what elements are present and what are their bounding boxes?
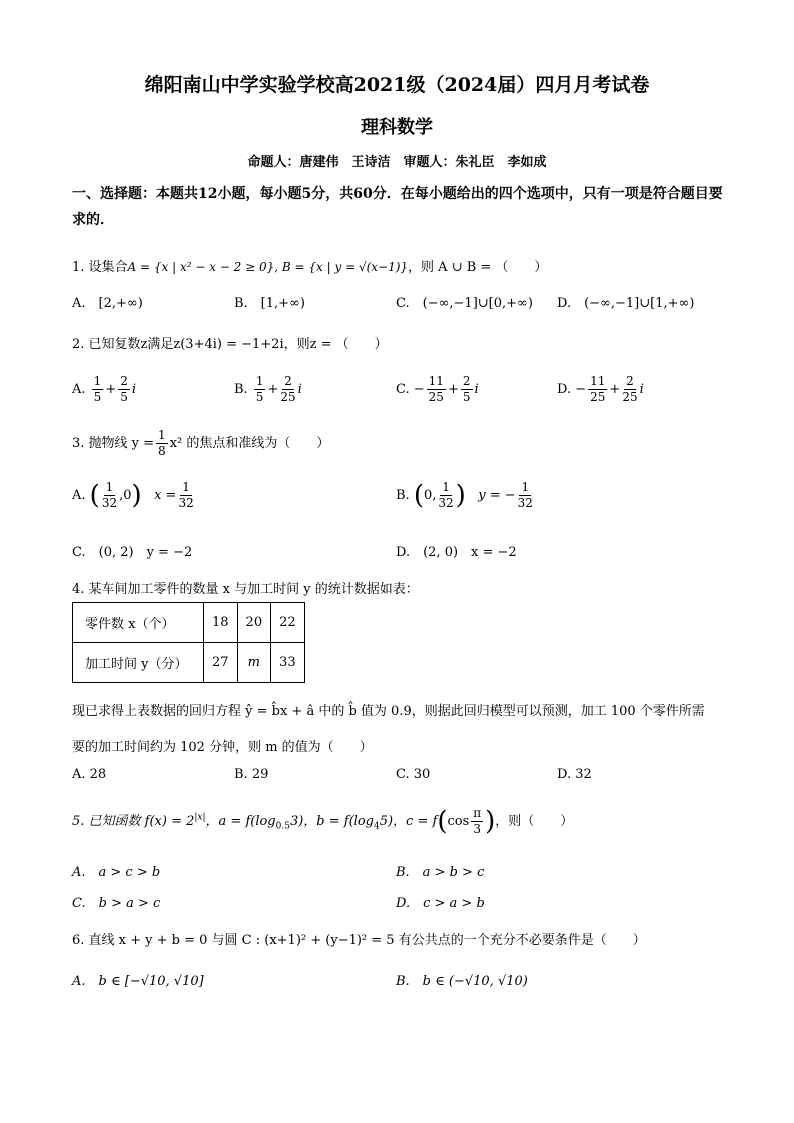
q4-paragraph-line1: 现已求得上表数据的回归方程 ŷ = b̂x + â 中的 b̂ 值为 0.9，则据此回归模型可以预测，加工 100 个零件所需 <box>72 704 705 719</box>
q1-option-d: D. (−∞,−1]∪[1,+∞) <box>557 296 695 311</box>
table-cell: 27 <box>204 643 238 683</box>
q1-prefix: 1. 设集合 <box>72 260 128 275</box>
fraction: $\frac{11}{25}$ <box>590 374 606 404</box>
q4-option-c: C. 30 <box>396 767 431 782</box>
q2-option-d: D. − $\frac{11}{25}$ + $\frac{2}{25}$ i <box>557 374 644 404</box>
table-row <box>73 603 305 643</box>
q3-option-d: D. (2, 0) x = −2 <box>396 545 517 560</box>
question-2-stem: 2. 已知复数z满足z(3+4i) = −1+2i，则z = （ ） <box>72 337 388 352</box>
q5-option-c: C. b > a > c <box>72 896 161 911</box>
table-cell: 18 <box>204 603 238 643</box>
question-4-stem: 4. 某车间加工零件的数量 x 与加工时间 y 的统计数据如表： <box>72 582 419 597</box>
q5-option-b: B. a > b > c <box>396 865 485 880</box>
question-5-stem: 5. 已知函数 $f(x) = 2^{|x|}$，$a = f(\log_{0.5}3)$，$b = f(\log_45)$，c = f(cos $\frac{\pi}{3}$ )，则（ ） <box>72 806 574 837</box>
exam-authors: 命题人：唐建伟 王诗洁 审题人：朱礼臣 李如成 <box>247 155 547 170</box>
q4-paragraph-line2: 要的加工时间约为 102 分钟，则 m 的值为（ ） <box>72 740 373 755</box>
exam-subject: 理科数学 <box>361 117 433 138</box>
question-3-stem: 3. 抛物线 y = $\frac{1}{8}$ x² 的焦点和准线为（ ） <box>72 428 330 458</box>
fraction: $\frac{\pi}{3}$ <box>473 806 482 836</box>
fraction: $\frac{1}{32}$ <box>517 480 533 510</box>
fraction: $\frac{1}{32}$ <box>178 480 194 510</box>
q2-option-a: A. $\frac{1}{5}$ + $\frac{2}{5}$ i <box>72 374 137 404</box>
fraction: $\frac{2}{5}$ <box>462 374 471 404</box>
q3-option-a: A. ( $\frac{1}{32}$ ,0) x = $\frac{1}{32}$ <box>72 480 194 511</box>
q4-option-d: D. 32 <box>557 767 592 782</box>
fraction: $\frac{2}{25}$ <box>622 374 638 404</box>
question-1-stem <box>72 256 547 275</box>
fraction: $\frac{1}{8}$ <box>158 428 166 458</box>
question-6-stem: 6. 直线 x + y + b = 0 与圆 C : (x+1)² + (y−1)² = 5 有公共点的一个充分不必要条件是（ ） <box>72 933 646 948</box>
table-cell: m <box>237 643 271 683</box>
table-row-label: 零件数 x（个） <box>73 603 204 643</box>
q1-option-c: C. (−∞,−1]∪[0,+∞) <box>396 296 533 311</box>
q2-option-b: B. $\frac{1}{5}$ + $\frac{2}{25}$ i <box>234 374 302 404</box>
q1-option-a: A. [2,+∞) <box>72 296 143 311</box>
fraction: $\frac{1}{32}$ <box>101 480 118 510</box>
data-table <box>72 602 305 683</box>
q2-option-c: C. − $\frac{11}{25}$ + $\frac{2}{5}$ i <box>396 374 479 404</box>
section-heading: 一、选择题：本题共12小题，每小题5分，共60分．在每小题给出的四个选项中，只有一项是符合题目要求的． <box>72 186 723 228</box>
q6-option-a: A. b ∈ [−√10, √10] <box>72 974 204 989</box>
table-row-label: 加工时间 y（分） <box>73 643 204 683</box>
table-row <box>73 643 305 683</box>
fraction: $\frac{2}{5}$ <box>120 374 128 404</box>
q1-sets: A = {x | x² − x − 2 ≥ 0}, B = {x | y = √(x−1)} <box>127 260 409 274</box>
fraction: $\frac{2}{25}$ <box>280 374 296 404</box>
table-cell: 22 <box>271 603 305 643</box>
exam-title: 绵阳南山中学实验学校高2021级（2024届）四月月考试卷 <box>144 74 650 96</box>
fraction: $\frac{11}{25}$ <box>428 374 444 404</box>
fraction: $\frac{1}{32}$ <box>438 480 454 510</box>
q1-suffix: ，则 A ∪ B = （ ） <box>408 260 548 275</box>
q6-option-b: B. b ∈ (−√10, √10) <box>396 974 528 989</box>
q5-option-d: D. c > a > b <box>396 896 485 911</box>
fraction: $\frac{1}{5}$ <box>93 374 102 404</box>
q1-option-b: B. [1,+∞) <box>234 296 305 311</box>
q4-option-b: B. 29 <box>234 767 269 782</box>
q5-option-a: A. a > c > b <box>72 865 161 880</box>
q4-option-a: A. 28 <box>72 767 107 782</box>
q3-option-b: B. (0, $\frac{1}{32}$ ) y = − $\frac{1}{32}$ <box>396 480 533 511</box>
fraction: $\frac{1}{5}$ <box>255 374 264 404</box>
q3-option-c: C. (0, 2) y = −2 <box>72 545 193 560</box>
table-cell: 33 <box>271 643 305 683</box>
table-cell: 20 <box>237 603 271 643</box>
